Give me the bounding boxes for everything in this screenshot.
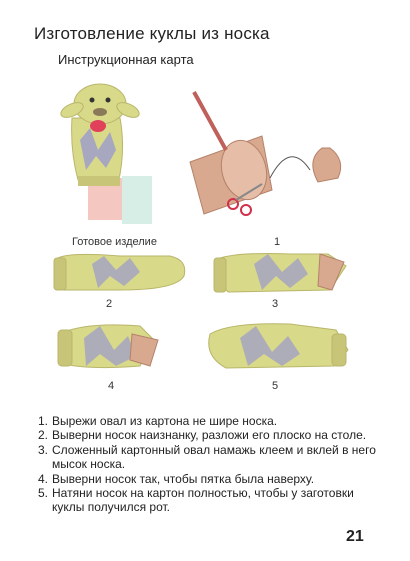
caption-fig2: 2 — [106, 298, 113, 310]
steps-list — [38, 414, 378, 515]
page-subtitle: Инструкционная карта — [58, 52, 194, 67]
finished-puppet-illustration — [59, 84, 152, 224]
step-item: 3. Сложенный картонный овал намажь клеем и вклей в него мысок носка. — [38, 442, 376, 472]
page-title: Изготовление куклы из носка — [34, 24, 270, 43]
step-item: 4. Выверни носок так, чтобы пятка была наверху. — [38, 471, 315, 486]
step4-illustration — [58, 325, 158, 368]
step2-illustration — [54, 254, 185, 290]
step-item: 2. Выверни носок наизнанку, разложи его плоско на столе. — [38, 428, 367, 443]
step-item: 1. Вырежи овал из картона не шире носка. — [38, 414, 278, 428]
step-item: 5. Натяни носок на картон полностью, чтобы у заготовки куклы получился рот. — [38, 486, 354, 515]
step1-illustration — [190, 92, 341, 215]
caption-fig3: 3 — [272, 298, 279, 310]
step3-illustration — [214, 254, 346, 293]
caption-fig1: 1 — [274, 236, 281, 248]
step5-illustration — [209, 324, 348, 368]
page-number: 21 — [346, 528, 364, 545]
caption-finished: Готовое изделие — [72, 236, 157, 248]
caption-fig5: 5 — [272, 380, 279, 392]
caption-fig4: 4 — [108, 380, 115, 392]
